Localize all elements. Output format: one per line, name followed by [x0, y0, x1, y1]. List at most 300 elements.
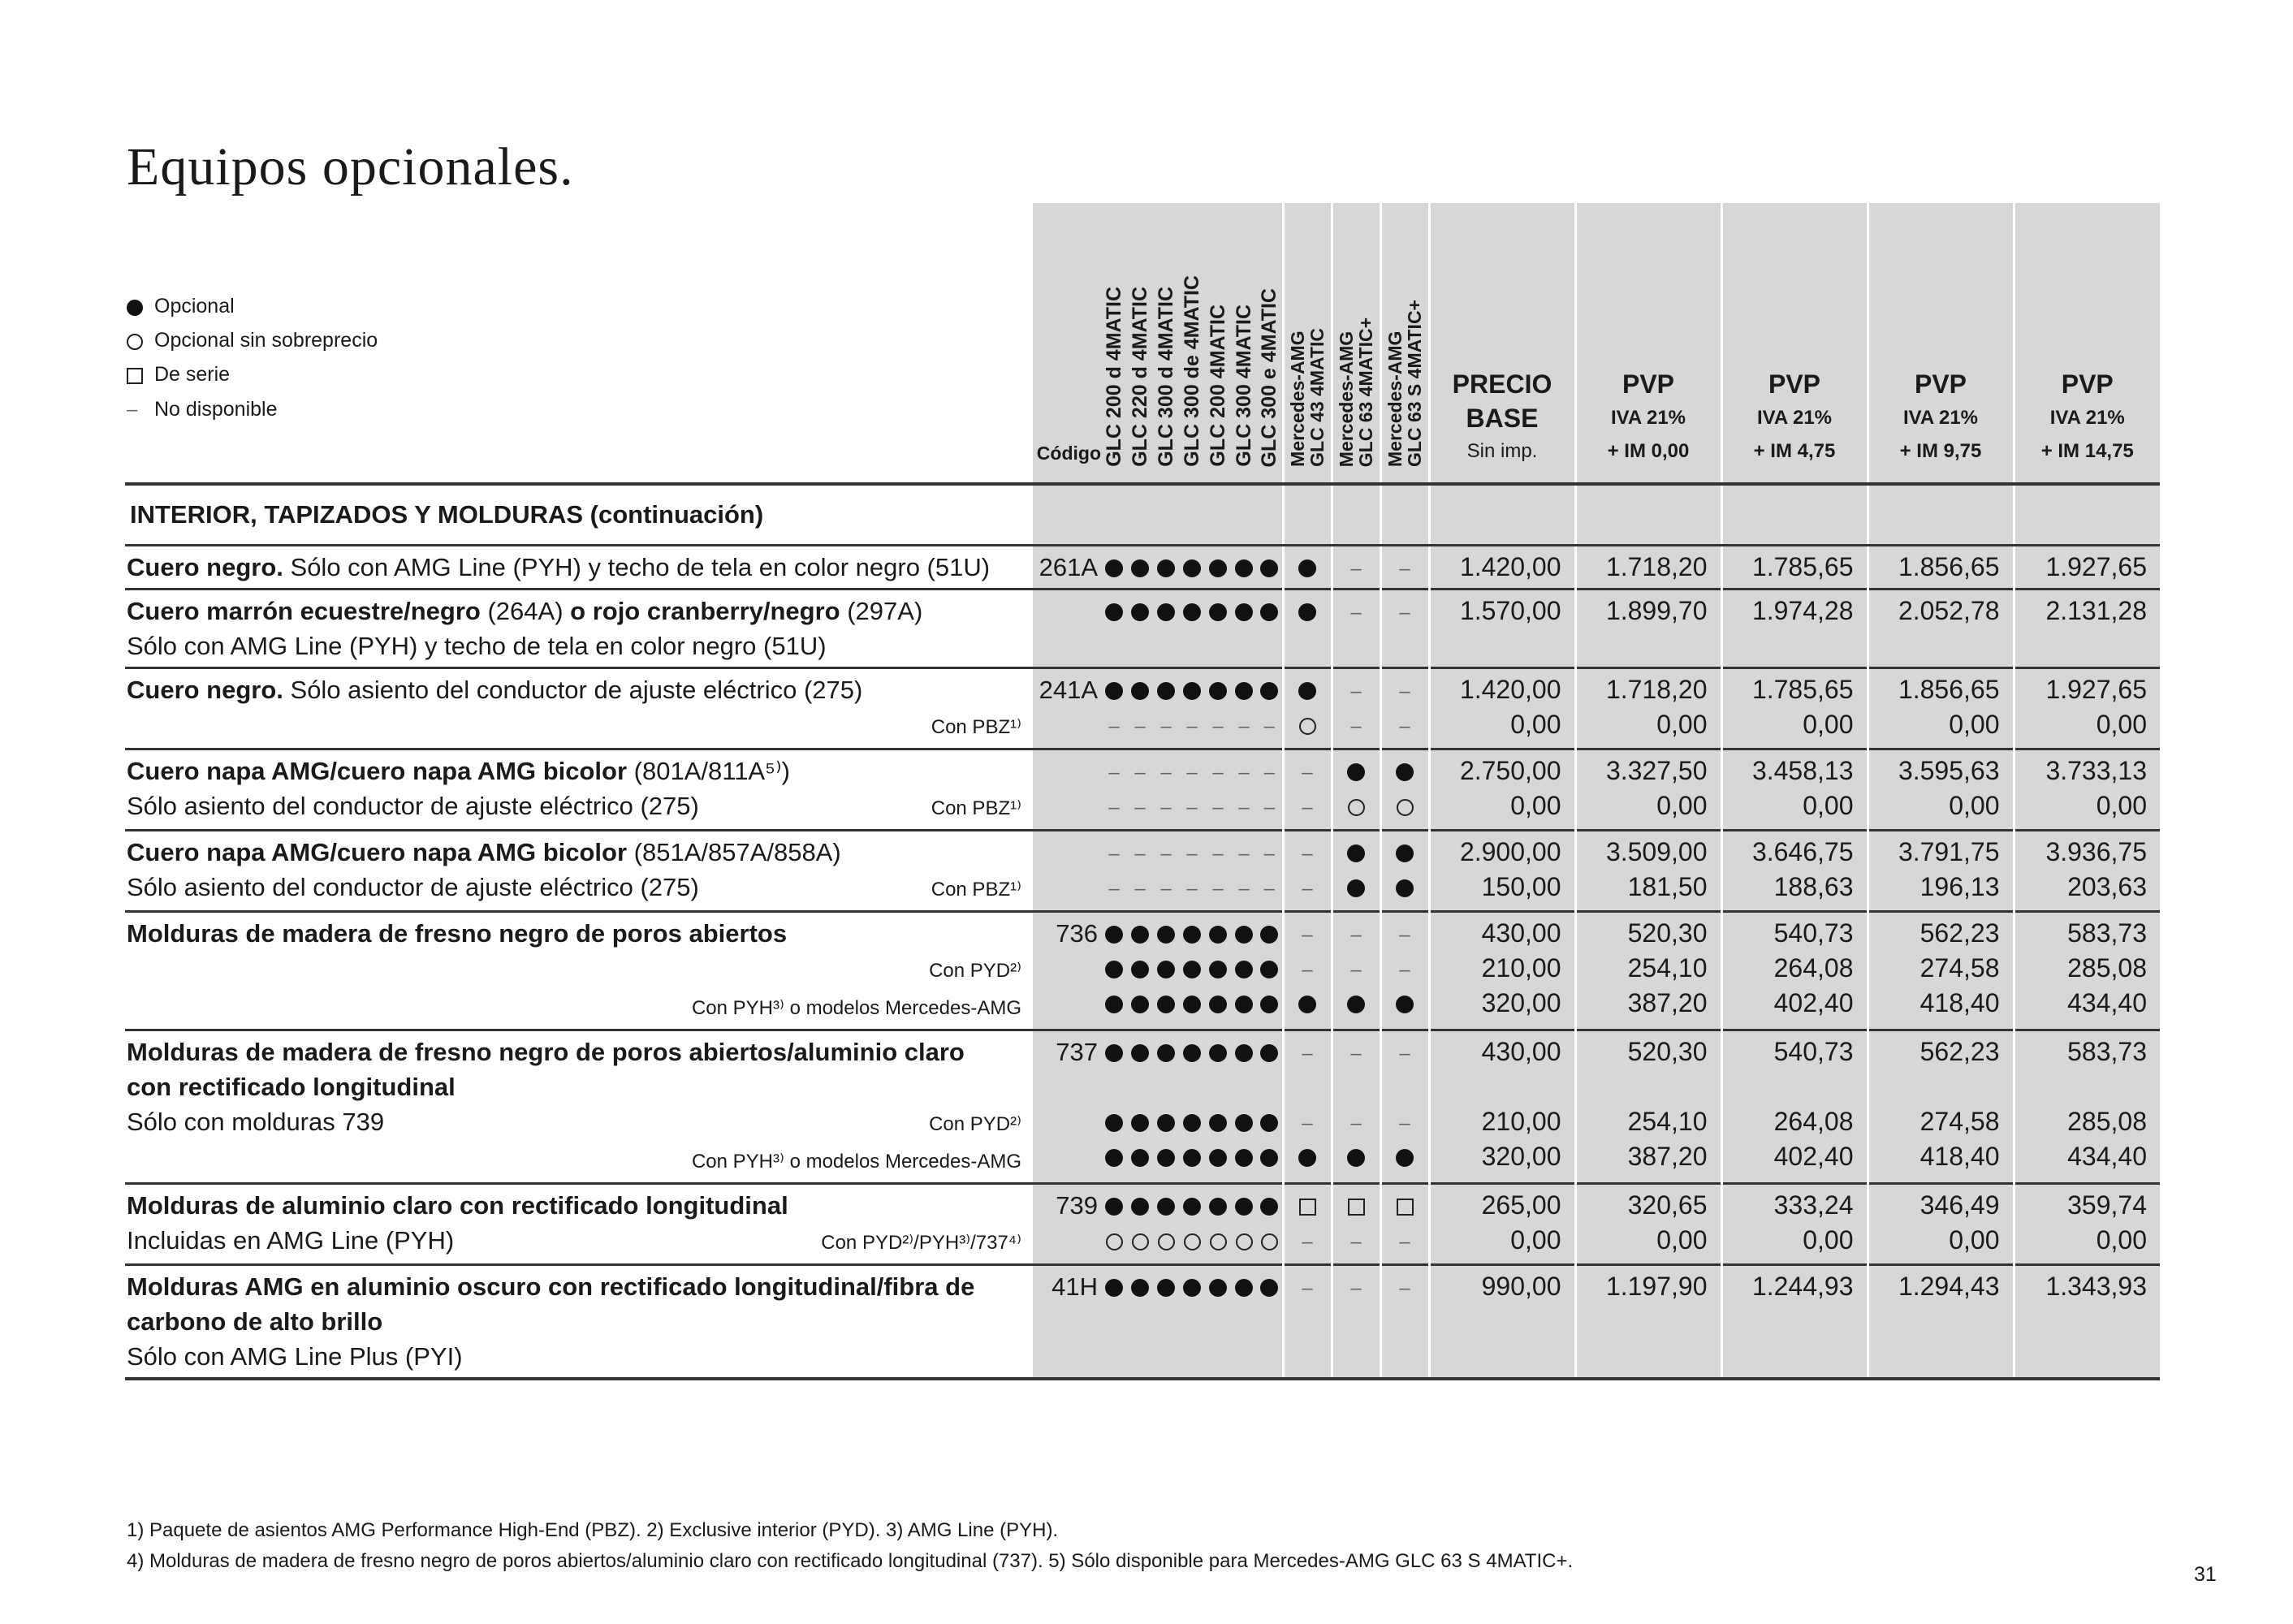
mark-slot — [1382, 1188, 1428, 1223]
price-value: 181,50 — [1627, 872, 1708, 901]
mark-slot — [1333, 1269, 1380, 1304]
not-available-dash-icon: – — [1160, 762, 1172, 784]
price-value — [1431, 628, 1561, 663]
mark-slot — [1231, 1139, 1257, 1174]
mark-slot — [1101, 870, 1127, 905]
optional-dot-icon — [1157, 1149, 1175, 1167]
price-cell — [1721, 1265, 1868, 1380]
price-value: 540,73 — [1773, 918, 1854, 948]
option-code: 736 — [1033, 912, 1101, 1030]
price-value: 3.327,50 — [1605, 756, 1708, 785]
standard-square-icon — [1397, 1199, 1414, 1216]
price-header-line: + IM 14,75 — [2040, 440, 2134, 462]
description-normal: Sólo con AMG Line (PYH) y techo de tela en color negro (51U) — [127, 632, 827, 660]
optional-no-charge-ring-icon — [1158, 1233, 1175, 1250]
optional-dot-icon — [1105, 603, 1123, 621]
optional-dot-icon — [1209, 682, 1227, 700]
mark-cell — [1153, 749, 1179, 831]
mark-slot — [1153, 1034, 1179, 1069]
price-value: 285,08 — [2067, 953, 2147, 983]
mark-slot — [1285, 754, 1331, 788]
optional-dot-icon — [1396, 844, 1414, 862]
price-header-line: PVP — [2061, 369, 2114, 399]
price-cell — [2014, 831, 2160, 912]
mark-slot — [1179, 754, 1205, 788]
mark-slot — [1285, 628, 1331, 663]
price-value: 520,30 — [1627, 918, 1708, 948]
mark-cell — [1283, 912, 1332, 1030]
condition-label: Con PBZ¹⁾ — [931, 716, 1021, 738]
mark-cell — [1257, 1184, 1283, 1265]
not-available-dash-icon: – — [1302, 797, 1313, 818]
description-line — [127, 916, 1033, 951]
optional-dot-icon — [1260, 682, 1278, 700]
optional-dot-icon — [1131, 603, 1149, 621]
mark-slot — [1101, 1188, 1127, 1223]
mark-slot — [1285, 788, 1331, 823]
optional-dot-icon — [1157, 1044, 1175, 1062]
mark-slot — [1382, 1034, 1428, 1069]
option-code: 41H — [1033, 1265, 1101, 1380]
mark-cell — [1332, 1030, 1380, 1184]
price-cell — [1868, 668, 2014, 749]
section-title: INTERIOR, TAPIZADOS Y MOLDURAS (continuación) — [125, 484, 1033, 546]
page-title: Equipos opcionales. — [127, 137, 574, 197]
mark-slot — [1127, 870, 1153, 905]
mark-slot — [1285, 916, 1331, 951]
price-value: 2.750,00 — [1459, 756, 1561, 785]
mark-slot — [1231, 1269, 1257, 1304]
not-available-dash-icon: – — [1302, 762, 1313, 784]
optional-dot-icon — [1105, 1149, 1123, 1167]
not-available-dash-icon: – — [1302, 959, 1313, 981]
mark-slot — [1179, 672, 1205, 707]
price-header — [1575, 203, 1721, 484]
mark-slot — [1382, 1304, 1428, 1339]
price-value: 1.927,65 — [2045, 675, 2147, 704]
price-cell — [1721, 912, 1868, 1030]
model-name: GLC 300 d 4MATIC — [1155, 287, 1177, 467]
mark-slot — [1153, 951, 1179, 986]
mark-slot — [1382, 628, 1428, 663]
description-text — [127, 835, 841, 870]
mark-slot — [1127, 986, 1153, 1021]
price-value: 387,20 — [1627, 1142, 1708, 1171]
price-value: 0,00 — [1510, 791, 1561, 820]
description-line — [127, 1188, 1033, 1223]
mark-cell — [1179, 1030, 1205, 1184]
model-header — [1332, 203, 1380, 484]
mark-cell — [1101, 1184, 1127, 1265]
price-value: 0,00 — [1803, 710, 1854, 739]
price-cell — [1868, 1030, 2014, 1184]
price-header-line: PRECIO — [1452, 369, 1552, 399]
price-header-line: PVP — [1768, 369, 1821, 399]
price-cell — [1868, 590, 2014, 668]
not-available-dash-icon: – — [1399, 680, 1410, 702]
price-value: 3.791,75 — [1898, 837, 2000, 866]
mark-slot — [1153, 916, 1179, 951]
mark-slot — [1205, 1339, 1231, 1374]
price-value: 210,00 — [1481, 953, 1561, 983]
mark-slot — [1101, 788, 1127, 823]
mark-slot — [1101, 1104, 1127, 1139]
not-available-dash-icon: – — [1302, 878, 1313, 900]
price-cell — [1868, 1265, 2014, 1380]
optional-dot-icon — [1157, 603, 1175, 621]
price-value: 540,73 — [1773, 1037, 1854, 1066]
optional-no-charge-ring-icon — [1210, 1233, 1227, 1250]
mark-cell — [1153, 546, 1179, 590]
description-text — [127, 916, 787, 951]
mark-slot — [1205, 594, 1231, 628]
price-value: 1.718,20 — [1605, 675, 1708, 704]
not-available-dash-icon: – — [1134, 797, 1146, 818]
price-header-line: + IM 4,75 — [1753, 440, 1836, 462]
price-header — [1868, 203, 2014, 484]
mark-slot — [1257, 835, 1282, 870]
mark-slot — [1101, 1339, 1127, 1374]
mark-cell — [1257, 1030, 1283, 1184]
model-header — [1380, 203, 1429, 484]
description-text — [127, 1142, 134, 1177]
mark-cell — [1283, 546, 1332, 590]
mark-cell — [1101, 749, 1127, 831]
mark-slot — [1382, 550, 1428, 585]
not-available-dash-icon: – — [1212, 762, 1224, 784]
mark-cell — [1205, 912, 1231, 1030]
mark-cell — [1283, 1184, 1332, 1265]
not-available-dash-icon: – — [1399, 959, 1410, 981]
optional-dot-icon — [1131, 926, 1149, 944]
price-cell — [1429, 590, 1575, 668]
not-available-dash-icon: – — [1302, 843, 1313, 865]
optional-dot-icon — [1183, 682, 1201, 700]
price-value — [1869, 1339, 2000, 1374]
description-text — [127, 594, 922, 628]
description-text — [127, 1034, 965, 1069]
optional-dot-icon — [1105, 926, 1123, 944]
optional-dot-icon — [1235, 1279, 1253, 1297]
mark-cell — [1231, 912, 1257, 1030]
mark-cell — [1127, 590, 1153, 668]
mark-slot — [1231, 1339, 1257, 1374]
price-value — [1723, 628, 1854, 663]
mark-cell — [1127, 1030, 1153, 1184]
mark-slot — [1382, 1269, 1428, 1304]
description-normal: Sólo con molduras 739 — [127, 1108, 385, 1136]
description-bold: Molduras de madera de fresno negro de poros abiertos/aluminio claro — [127, 1038, 965, 1066]
mark-slot — [1382, 986, 1428, 1021]
price-cell — [2014, 484, 2160, 546]
mark-slot — [1333, 1069, 1380, 1104]
mark-cell — [1101, 668, 1127, 749]
mark-slot — [1153, 1188, 1179, 1223]
description-text — [127, 1339, 463, 1374]
mark-cell — [1283, 749, 1332, 831]
mark-slot — [1285, 550, 1331, 585]
mark-cell — [1257, 1265, 1283, 1380]
mark-cell — [1205, 1184, 1231, 1265]
price-cell — [1429, 484, 1575, 546]
code-cell — [1033, 484, 1101, 546]
optional-no-charge-ring-icon — [1348, 799, 1365, 816]
mark-cell — [1101, 1265, 1127, 1380]
optional-dot-icon — [1235, 961, 1253, 978]
price-value: 265,00 — [1481, 1190, 1561, 1220]
model-name: GLC 200 4MATIC — [1207, 304, 1229, 467]
mark-cell — [1380, 749, 1429, 831]
description-text — [127, 1223, 454, 1258]
mark-slot — [1127, 916, 1153, 951]
price-value: 1.899,70 — [1605, 596, 1708, 625]
price-value: 3.936,75 — [2045, 837, 2147, 866]
mark-cell — [1380, 831, 1429, 912]
price-value: 2.052,78 — [1898, 596, 2000, 625]
price-cell — [1429, 668, 1575, 749]
mark-slot — [1101, 628, 1127, 663]
price-value: 320,00 — [1481, 1142, 1561, 1171]
mark-slot — [1257, 628, 1282, 663]
mark-slot — [1257, 672, 1282, 707]
mark-cell — [1257, 912, 1283, 1030]
model-name: Mercedes-AMG GLC 63 4MATIC+ — [1336, 317, 1376, 467]
description-normal: (801A/811A⁵⁾) — [627, 757, 790, 785]
price-value: 1.420,00 — [1459, 552, 1561, 581]
mark-cell — [1283, 484, 1332, 546]
mark-slot — [1231, 916, 1257, 951]
price-cell — [1721, 1184, 1868, 1265]
description-bold: Molduras de aluminio claro con rectificado longitudinal — [127, 1191, 788, 1220]
mark-slot — [1205, 1034, 1231, 1069]
price-value: 3.595,63 — [1898, 756, 2000, 785]
standard-square-icon — [1299, 1199, 1316, 1216]
optional-dot-icon — [1260, 926, 1278, 944]
price-value — [1869, 628, 2000, 663]
mark-slot — [1382, 754, 1428, 788]
mark-slot — [1101, 916, 1127, 951]
mark-slot — [1101, 754, 1127, 788]
mark-slot — [1101, 1069, 1127, 1104]
mark-slot — [1257, 1069, 1282, 1104]
mark-cell — [1179, 831, 1205, 912]
description-text — [127, 628, 827, 663]
mark-slot — [1101, 550, 1127, 585]
price-value — [2015, 1304, 2148, 1339]
mark-cell — [1231, 590, 1257, 668]
mark-slot — [1179, 916, 1205, 951]
mark-cell — [1101, 1030, 1127, 1184]
not-available-dash-icon: – — [1238, 878, 1250, 900]
mark-slot — [1382, 1139, 1428, 1174]
mark-slot — [1101, 594, 1127, 628]
description-normal: Sólo asiento del conductor de ajuste eléctrico (275) — [283, 676, 863, 704]
description-bold: Molduras de madera de fresno negro de poros abiertos — [127, 919, 788, 948]
mark-cell — [1179, 1265, 1205, 1380]
optional-dot-icon — [1260, 1114, 1278, 1132]
option-description — [125, 1265, 1033, 1380]
not-available-dash-icon: – — [1350, 1043, 1362, 1065]
price-value: 1.718,20 — [1605, 552, 1708, 581]
mark-cell — [1231, 1030, 1257, 1184]
page-number: 31 — [2194, 1563, 2217, 1586]
mark-slot — [1333, 594, 1380, 628]
mark-slot — [1127, 628, 1153, 663]
price-value: 0,00 — [1510, 1225, 1561, 1255]
not-available-dash-icon: – — [1350, 680, 1362, 702]
mark-slot — [1127, 594, 1153, 628]
not-available-dash-icon: – — [1238, 762, 1250, 784]
not-available-dash-icon: – — [1302, 1277, 1313, 1299]
price-value: 274,58 — [1919, 953, 2000, 983]
description-normal: Sólo asiento del conductor de ajuste eléctrico (275) — [127, 873, 699, 901]
legend-label: No disponible — [154, 398, 278, 421]
price-value: 320,00 — [1481, 988, 1561, 1017]
mark-slot — [1179, 1034, 1205, 1069]
model-name: GLC 220 d 4MATIC — [1129, 287, 1151, 467]
footnote-line: 1) Paquete de asientos AMG Performance High-End (PBZ). 2) Exclusive interior (PYD). 3) AMG Line (PYH). — [127, 1519, 1059, 1541]
price-value — [1723, 1069, 1854, 1104]
mark-cell — [1283, 590, 1332, 668]
price-cell — [1575, 831, 1721, 912]
mark-slot — [1127, 835, 1153, 870]
optional-dot-icon — [1209, 926, 1227, 944]
mark-slot — [1333, 1339, 1380, 1374]
mark-cell — [1179, 1184, 1205, 1265]
mark-slot — [1179, 788, 1205, 823]
option-description — [125, 1030, 1033, 1184]
option-code — [1033, 831, 1101, 912]
price-value: 1.856,65 — [1898, 675, 2000, 704]
mark-slot — [1333, 870, 1380, 905]
description-line — [127, 1269, 1033, 1304]
optional-dot-icon — [1131, 961, 1149, 978]
price-value: 0,00 — [1656, 791, 1708, 820]
mark-slot — [1333, 916, 1380, 951]
mark-cell — [1205, 831, 1231, 912]
not-available-dash-icon: – — [1350, 715, 1362, 737]
description-line — [127, 788, 1033, 826]
price-value: 359,74 — [2067, 1190, 2147, 1220]
optional-dot-icon — [1396, 996, 1414, 1013]
price-value: 0,00 — [1803, 1225, 1854, 1255]
price-value: 0,00 — [2096, 1225, 2147, 1255]
optional-dot-icon — [1396, 1149, 1414, 1167]
optional-dot-icon — [1209, 1198, 1227, 1216]
price-cell — [1721, 1030, 1868, 1184]
not-available-dash-icon: – — [1399, 924, 1410, 946]
mark-cell — [1231, 749, 1257, 831]
table-row — [125, 749, 2160, 831]
mark-slot — [1382, 835, 1428, 870]
description-text — [127, 1304, 382, 1339]
model-name: GLC 300 4MATIC — [1233, 304, 1255, 467]
description-text — [127, 788, 699, 823]
mark-slot — [1101, 1223, 1127, 1258]
price-value: 990,00 — [1481, 1272, 1561, 1301]
not-available-dash-icon: – — [1108, 715, 1120, 737]
mark-slot — [1333, 628, 1380, 663]
price-value — [1431, 1069, 1561, 1104]
condition-label: Con PYD²⁾ — [929, 1113, 1021, 1135]
optional-dot-icon — [1105, 1198, 1123, 1216]
mark-slot — [1153, 1139, 1179, 1174]
mark-cell — [1380, 1030, 1429, 1184]
not-available-dash-icon: – — [1302, 1112, 1313, 1134]
price-value: 1.856,65 — [1898, 552, 2000, 581]
mark-slot — [1205, 788, 1231, 823]
mark-slot — [1205, 951, 1231, 986]
price-cell — [1575, 546, 1721, 590]
mark-slot — [1153, 1304, 1179, 1339]
optional-dot-icon — [1183, 1044, 1201, 1062]
mark-cell — [1205, 484, 1231, 546]
optional-dot-icon — [1298, 559, 1316, 577]
price-value — [1577, 1304, 1708, 1339]
description-bold: o rojo cranberry/negro — [570, 597, 840, 625]
mark-cell — [1332, 1184, 1380, 1265]
mark-slot — [1285, 672, 1331, 707]
mark-cell — [1205, 749, 1231, 831]
optional-dot-icon — [1209, 603, 1227, 621]
mark-slot — [1333, 1034, 1380, 1069]
mark-slot — [1127, 951, 1153, 986]
price-cell — [1575, 1030, 1721, 1184]
mark-slot — [1333, 951, 1380, 986]
model-name: Mercedes-AMG GLC 43 4MATIC — [1287, 328, 1328, 467]
price-value: 1.785,65 — [1751, 552, 1854, 581]
description-line — [127, 672, 1033, 707]
price-cell — [1721, 484, 1868, 546]
description-line — [127, 550, 1033, 585]
optional-dot-icon — [1209, 1279, 1227, 1297]
mark-slot — [1257, 754, 1282, 788]
optional-dot-icon — [1131, 1279, 1149, 1297]
optional-dot-icon — [1157, 996, 1175, 1013]
mark-slot — [1127, 672, 1153, 707]
price-value: 1.197,90 — [1605, 1272, 1708, 1301]
price-value: 254,10 — [1627, 953, 1708, 983]
optional-dot-icon — [1235, 603, 1253, 621]
mark-slot — [1257, 1139, 1282, 1174]
mark-slot — [1127, 754, 1153, 788]
mark-slot — [1285, 1139, 1331, 1174]
mark-slot — [1101, 835, 1127, 870]
price-value — [1431, 1304, 1561, 1339]
optional-dot-icon — [1347, 996, 1365, 1013]
mark-cell — [1283, 1030, 1332, 1184]
price-cell — [2014, 912, 2160, 1030]
description-text — [127, 672, 862, 707]
price-value: 0,00 — [1803, 791, 1854, 820]
model-header — [1283, 203, 1332, 484]
not-available-dash-icon: – — [1186, 843, 1198, 865]
not-available-dash-icon: – — [1238, 797, 1250, 818]
options-table — [125, 203, 2160, 1380]
mark-cell — [1380, 1265, 1429, 1380]
optional-dot-icon — [1105, 1114, 1123, 1132]
mark-slot — [1231, 870, 1257, 905]
mark-slot — [1257, 594, 1282, 628]
not-available-dash-icon: – — [1302, 1043, 1313, 1065]
price-value: 430,00 — [1481, 918, 1561, 948]
price-value: 285,08 — [2067, 1107, 2147, 1136]
mark-slot — [1127, 1223, 1153, 1258]
description-bold: Cuero marrón ecuestre/negro — [127, 597, 481, 625]
option-code: 261A — [1033, 546, 1101, 590]
mark-cell — [1179, 668, 1205, 749]
not-available-dash-icon: – — [1350, 602, 1362, 624]
